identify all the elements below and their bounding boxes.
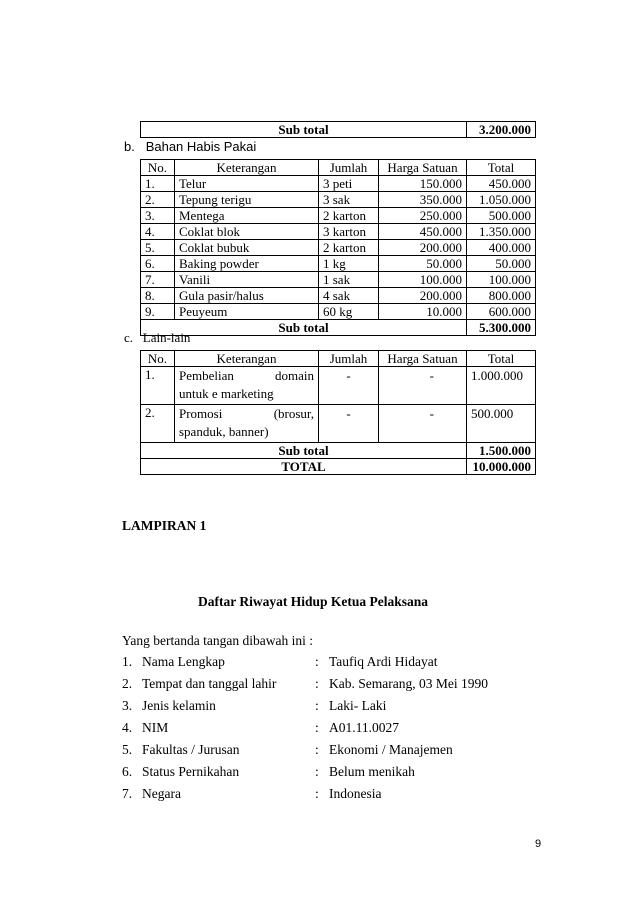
cell-harga: 350.000 <box>379 192 467 208</box>
cell-no: 1. <box>141 367 175 405</box>
cell-total: 1.000.000 <box>467 367 536 405</box>
bio-colon: : <box>315 786 319 801</box>
table-header-row <box>141 160 536 176</box>
subtotal-label: Sub total <box>141 122 467 138</box>
header-harga-satuan: Harga Satuan <box>379 351 467 367</box>
table-bahan-habis-pakai <box>140 159 536 336</box>
bio-title-text: Daftar Riwayat Hidup Ketua Pelaksana <box>197 594 428 609</box>
cell-total: 500.000 <box>467 405 536 443</box>
cell-no: 2. <box>141 405 175 443</box>
cell-keterangan: Vanili <box>175 272 319 288</box>
header-no: No. <box>141 160 175 176</box>
cell-jumlah: 3 peti <box>319 176 379 192</box>
table-row <box>141 288 536 304</box>
bio-key: Jenis kelamin <box>142 698 216 713</box>
cell-no: 3. <box>141 208 175 224</box>
header-harga-satuan: Harga Satuan <box>379 160 467 176</box>
total-label: TOTAL <box>141 459 467 475</box>
bio-value: Belum menikah <box>329 764 415 779</box>
bio-key: Tempat dan tanggal lahir <box>142 676 277 691</box>
cell-total: 500.000 <box>467 208 536 224</box>
header-keterangan: Keterangan <box>175 351 319 367</box>
bio-colon: : <box>315 742 319 757</box>
table-row <box>141 405 536 443</box>
bio-colon: : <box>315 698 319 713</box>
cell-keterangan: Gula pasir/halus <box>175 288 319 304</box>
cell-jumlah: 2 karton <box>319 208 379 224</box>
bio-intro: Yang bertanda tangan dibawah ini : <box>122 633 313 648</box>
table-header-row <box>141 351 536 367</box>
header-keterangan: Keterangan <box>175 160 319 176</box>
cell-harga: - <box>379 405 467 443</box>
cell-no: 9. <box>141 304 175 320</box>
subtotal-row <box>141 443 536 459</box>
cell-keterangan: Tepung terigu <box>175 192 319 208</box>
bio-value: Laki- Laki <box>329 698 387 713</box>
cell-total: 450.000 <box>467 176 536 192</box>
table-a-subtotal <box>140 121 536 138</box>
header-jumlah: Jumlah <box>319 160 379 176</box>
cell-no: 6. <box>141 256 175 272</box>
table-row <box>141 304 536 320</box>
table-row <box>141 176 536 192</box>
cell-keterangan: Coklat blok <box>175 224 319 240</box>
header-jumlah: Jumlah <box>319 351 379 367</box>
cell-jumlah: 60 kg <box>319 304 379 320</box>
bio-value: A01.11.0027 <box>329 720 399 735</box>
cell-keterangan: Mentega <box>175 208 319 224</box>
ket-line2: spanduk, banner) <box>179 424 269 439</box>
cell-harga: 250.000 <box>379 208 467 224</box>
ket-line2: untuk e marketing <box>179 386 274 401</box>
bio-value: Indonesia <box>329 786 382 801</box>
cell-harga: - <box>379 367 467 405</box>
table-row <box>141 240 536 256</box>
cell-jumlah: - <box>319 405 379 443</box>
cell-keterangan: Telur <box>175 176 319 192</box>
cell-total: 50.000 <box>467 256 536 272</box>
subtotal-row <box>141 320 536 336</box>
cell-jumlah: 3 sak <box>319 192 379 208</box>
bio-num: 1. <box>122 654 133 669</box>
table-row <box>141 224 536 240</box>
bio-value: Taufiq Ardi Hidayat <box>329 654 438 669</box>
ket-word-b: (brosur, <box>273 406 314 421</box>
bio-colon: : <box>315 676 319 691</box>
subtotal-label: Sub total <box>141 320 467 336</box>
subtotal-value: 3.200.000 <box>467 122 536 138</box>
bio-num: 4. <box>122 720 133 735</box>
cell-keterangan: Peuyeum <box>175 304 319 320</box>
bio-num: 5. <box>122 742 133 757</box>
cell-harga: 10.000 <box>379 304 467 320</box>
subtotal-value: 1.500.000 <box>467 443 536 459</box>
ket-word-a: Pembelian <box>179 368 234 383</box>
cell-no: 1. <box>141 176 175 192</box>
bio-value: Kab. Semarang, 03 Mei 1990 <box>329 676 488 691</box>
cell-keterangan <box>175 367 319 405</box>
bio-colon: : <box>315 764 319 779</box>
cell-jumlah: 4 sak <box>319 288 379 304</box>
table-row <box>141 367 536 405</box>
section-c-title: Lain-lain <box>142 330 191 345</box>
lampiran-heading: LAMPIRAN 1 <box>122 518 207 533</box>
subtotal-label: Sub total <box>141 443 467 459</box>
ket-word-a: Promosi <box>179 406 223 421</box>
table-row <box>141 272 536 288</box>
bio-colon: : <box>315 720 319 735</box>
table-row <box>141 192 536 208</box>
subtotal-value: 5.300.000 <box>467 320 536 336</box>
cell-jumlah: 1 kg <box>319 256 379 272</box>
header-total: Total <box>467 160 536 176</box>
bio-colon: : <box>315 654 319 669</box>
section-c-label <box>124 330 190 346</box>
bio-key: Nama Lengkap <box>142 654 225 669</box>
cell-total: 400.000 <box>467 240 536 256</box>
section-b-title: Bahan Habis Pakai <box>145 139 257 154</box>
cell-harga: 450.000 <box>379 224 467 240</box>
cell-no: 2. <box>141 192 175 208</box>
bio-num: 7. <box>122 786 133 801</box>
cell-no: 5. <box>141 240 175 256</box>
table-row <box>141 208 536 224</box>
header-total: Total <box>467 351 536 367</box>
bio-key: Status Pernikahan <box>142 764 240 779</box>
bio-num: 3. <box>122 698 133 713</box>
header-no: No. <box>141 351 175 367</box>
cell-total: 100.000 <box>467 272 536 288</box>
section-b-letter: b. <box>124 139 135 154</box>
cell-harga: 200.000 <box>379 288 467 304</box>
cell-jumlah: 3 karton <box>319 224 379 240</box>
bio-title <box>0 594 638 610</box>
bio-num: 6. <box>122 764 133 779</box>
bio-key: Negara <box>142 786 181 801</box>
cell-no: 8. <box>141 288 175 304</box>
total-row <box>141 459 536 475</box>
cell-total: 600.000 <box>467 304 536 320</box>
cell-total: 1.050.000 <box>467 192 536 208</box>
subtotal-row <box>141 122 536 138</box>
section-b-label <box>124 139 256 154</box>
cell-keterangan: Coklat bubuk <box>175 240 319 256</box>
total-value: 10.000.000 <box>467 459 536 475</box>
cell-keterangan <box>175 405 319 443</box>
bio-key: Fakultas / Jurusan <box>142 742 240 757</box>
cell-harga: 100.000 <box>379 272 467 288</box>
ket-word-b: domain <box>275 368 314 383</box>
cell-total: 800.000 <box>467 288 536 304</box>
cell-keterangan: Baking powder <box>175 256 319 272</box>
bio-value: Ekonomi / Manajemen <box>329 742 453 757</box>
bio-key: NIM <box>142 720 169 735</box>
page-number: 9 <box>535 838 542 850</box>
cell-no: 7. <box>141 272 175 288</box>
cell-jumlah: - <box>319 367 379 405</box>
cell-no: 4. <box>141 224 175 240</box>
table-row <box>141 256 536 272</box>
cell-total: 1.350.000 <box>467 224 536 240</box>
cell-harga: 200.000 <box>379 240 467 256</box>
cell-jumlah: 1 sak <box>319 272 379 288</box>
table-lain-lain <box>140 350 536 475</box>
cell-jumlah: 2 karton <box>319 240 379 256</box>
cell-harga: 150.000 <box>379 176 467 192</box>
cell-harga: 50.000 <box>379 256 467 272</box>
bio-num: 2. <box>122 676 133 691</box>
section-c-letter: c. <box>124 330 134 345</box>
